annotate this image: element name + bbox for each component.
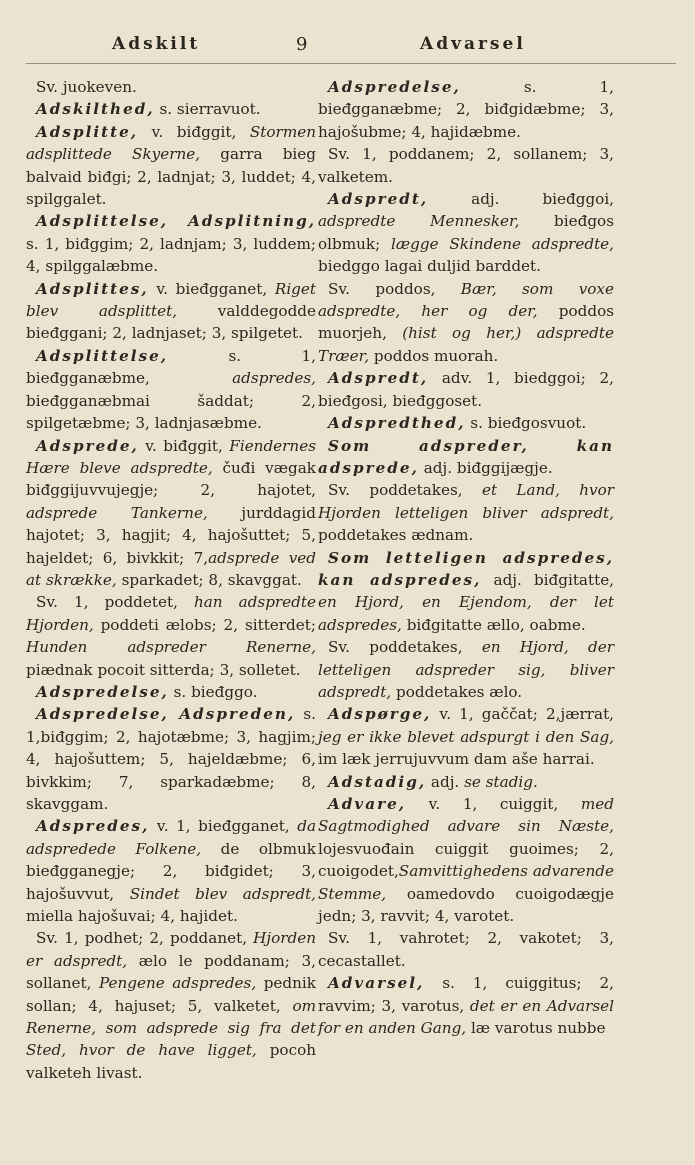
dictionary-entry [318,547,614,637]
entry-example: Hunden adspreder Renerne, [26,638,316,657]
dictionary-entry [318,703,614,770]
entry-text: čuđi vægak biđggijuvvujegje; 2, hajotet, [26,458,316,500]
entry-example: Hjorden er adspredt, [26,929,316,970]
entry-headword: Adspredthed, [328,414,466,433]
entry-text: poddos muorah. [369,346,499,365]
entry-text: v. biđggit, [138,122,250,141]
dictionary-entry [318,793,614,927]
dictionary-entry [318,636,614,703]
entry-headword: Adsprede, [36,436,139,455]
entry-text: bieđgos olbmuk; [318,212,614,253]
entry-text: adv. 1, biedggoi; 2, bieđgosi, bieđggoset. [318,369,614,410]
entry-text: adj. bieđggoi, [428,190,614,209]
entry-example: en Hjord, en Ejendom, der let adspredes, [318,593,614,634]
entry-headword: Advare, [328,795,407,813]
entry-example: lægge Skindene adspredte, [391,234,614,253]
entry-headword: Som adspreder, kan adsprede, [318,436,614,477]
dictionary-entry [318,143,614,188]
entry-text: Sv. 1, vahrotet; 2, vakotet; 3, cecastallet. [318,929,614,970]
entry-text: poddetakes ælo. [391,682,523,701]
entry-text: s. bieđggo. [168,682,258,701]
entry-text: oamedovdo cuoigodægje jedn; 3, ravvit; 4, varotet. [318,884,614,926]
entry-text: poddetakes ædnam. [318,526,474,545]
entry-text: s. 1, biđggim; 2, ladnjam; 3, luddem; 4, spilggalæbme. [26,234,316,276]
entry-example: jeg er ikke blevet adspurgt i den Sag, [318,727,614,746]
entry-text: pocoh valketeh livast. [26,1041,316,1082]
entry-text: valddegodde bieđggani; 2, ladnjaset; 3, spilgetet. [26,302,316,343]
entry-headword: Adspredelse, [36,682,169,701]
entry-text: Sv. 1, podhet; 2, poddanet, [36,929,254,948]
entry-text: bieđgganæbmai šaddat; 2, spilgetæbme; 3, ladnjasæbme. [26,391,316,433]
dictionary-entry [318,972,614,1039]
entry-text: Sv. 1, poddanem; 2, sollanem; 3, valketem. [318,145,614,186]
dictionary-entry [318,188,614,278]
entry-example: adsprede Tankerne, [26,503,208,522]
entry-text: v. 1, bieđgganet, [149,817,298,836]
dictionary-entry [26,435,316,592]
entry-text: jurddagid hajotet; 3, hagjit; 4, hajošuttet; 5, hajeldet; 6, bivkkit; 7, [26,503,316,567]
entry-text: piædnak pocoit sitterda; 3, solletet. [26,660,301,679]
entry-text: Sv. poddos, [328,279,461,298]
entry-example: da adspredede Folkene, [26,817,316,858]
dictionary-entry [26,815,316,927]
entry-headword: Adsplitte, [36,122,139,141]
entry-example: adsprede ved at skrække, [26,548,316,589]
entry-text: poddos muorjeh, [318,302,615,343]
entry-headword: Adspredelse, [328,78,461,96]
entry-headword: Adspredes, [36,817,150,836]
dictionary-entry [26,703,316,815]
entry-example: det er en Advarsel for en anden Gang, [318,996,614,1038]
header-right-guideword: Advarsel [420,34,526,54]
entry-example: se stadig. [464,772,538,791]
entry-example: Bær, som voxe adspredte, her og der, [318,279,614,321]
dictionary-entry [318,479,614,546]
entry-example: han adspredte Hjorden, [26,593,316,634]
entry-headword: Som letteligen adspredes, kan adspredes, [318,548,614,589]
entry-text: s. sierravuot. [154,100,261,119]
entry-text: pednik sollan; 4, hajuset; 5, valketet, [26,974,316,1015]
entry-example: med Sagtmodighed advare sin Næste, [318,795,614,836]
entry-text: miella hajošuvai; 4, hajidet. [26,907,238,926]
entry-headword: Adspredt, [328,369,429,388]
entry-text: im læk jerrujuvvum dam aše harrai. [318,750,595,769]
entry-text: adj. biđggijægje. [418,458,553,477]
entry-example: adspredes, [232,369,316,388]
entry-headword: Adstadig, [328,772,427,791]
dictionary-entry [318,927,614,972]
entry-example: om Renerne, som adsprede sig fra det Sted, hvor de have ligget, [26,996,316,1060]
entry-text: v. biđggit, [138,436,230,455]
entry-text: s. 1, bieđgganæbme, [26,346,316,388]
entry-text: sparkadet; 8, skavggat. [116,570,302,589]
entry-text: Sv. 1, poddetet, [36,593,194,612]
entry-text: v. 1, gaččat; 2,jærrat, [431,705,614,724]
dictionary-entry [26,345,316,435]
entry-headword: Advarsel, [328,974,425,993]
left-column [26,76,316,1084]
entry-text: Sv. juokeven. [36,78,137,96]
dictionary-entry [26,278,316,345]
entry-text: Sv. poddetakes, [328,638,482,657]
dictionary-entry [26,927,316,1084]
entry-text: biđgitatte ællo, oabme. [401,615,586,634]
entry-text: biedggo lagai duljid barddet. [318,257,541,276]
dictionary-entry [318,76,614,143]
entry-text: s. 1, cuiggitus; 2, ravvim; 3, varotus, [318,974,614,1015]
dictionary-entry [26,121,316,211]
entry-headword: Adsplittelse, Adsplitning, [36,212,316,231]
dictionary-entry [26,591,316,681]
running-header [0,34,695,58]
entry-headword: Adskilthed, [36,100,155,119]
entry-text: læ varotus nubbe [466,1019,606,1038]
entry-headword: Adspørge, [328,705,432,724]
entry-headword: Adspredelse, Adspreden, [36,705,296,724]
entry-example: Stormen adsplittede Skyerne, [26,122,316,164]
page-number: 9 [296,34,308,55]
entry-text: de olbmuk bieđgganegje; 2, biđgidet; 3, hajošuvvut, [26,839,316,903]
entry-text: lojesvuođain cuiggit guoimes; 2, cuoigodet, [318,839,614,881]
entry-headword: Adsplittes, [36,279,149,298]
header-left-guideword: Adskilt [112,34,201,54]
dictionary-entry [318,278,614,368]
dictionary-entry [318,367,614,412]
entry-text: s. 1, bieđgganæbme; 2, biđgidæbme; 3, hajošubme; 4, hajidæbme. [318,78,614,141]
right-column [318,76,614,1039]
entry-example: (hist og her,) adspredte Træer, [318,324,614,365]
entry-example: et Land, hvor Hjorden letteligen bliver adspredt, [318,481,615,522]
dictionary-entry [318,435,614,480]
entry-text: Sv. poddetakes, [328,481,482,500]
dictionary-entry [26,98,316,120]
entry-example: en Hjord, der letteligen adspreder sig, bliver adspredt, [318,638,614,701]
entry-text: adj. biđgitatte, [481,570,615,589]
entry-example: Pengene adspredes, [98,974,257,993]
dictionary-entry [26,681,316,703]
dictionary-entry [26,76,316,98]
entry-text: s. bieđgosvuot. [465,414,587,433]
entry-example: Riget blev adsplittet, [26,279,316,321]
entry-text: adj. [426,772,465,791]
entry-example: Fiendernes Hære bleve adspredte, [26,436,316,477]
entry-text: poddeti ælobs; 2, sitterdet; [93,615,316,634]
header-rule [26,63,676,64]
entry-headword: Adspredt, [328,190,429,209]
entry-example: Sindet blev adspredt, [129,884,317,903]
dictionary-entry [318,412,614,434]
entry-text: v. 1, cuiggit, [406,795,581,813]
entry-text: ælo le poddanam; 3, sollanet, [26,951,316,993]
dictionary-entry [318,771,614,793]
entry-example: Samvittighedens advarende Stemme, [318,862,614,903]
dictionary-entry [26,210,316,277]
entry-text: s. 1,biđggim; 2, hajotæbme; 3, hagjim; 4, hajošuttem; 5, hajeldæbme; 6, bivkkim; 7, sparkadæbme; 8, skavggam. [26,705,316,813]
entry-text: v. bieđgganet, [148,279,275,298]
entry-headword: Adsplittelse, [36,346,169,365]
entry-text: garra bieg balvaid biđgi; 2, ladnjat; 3, luddet; 4, spilggalet. [26,145,317,209]
entry-example: adspredte Mennesker, [318,212,520,231]
